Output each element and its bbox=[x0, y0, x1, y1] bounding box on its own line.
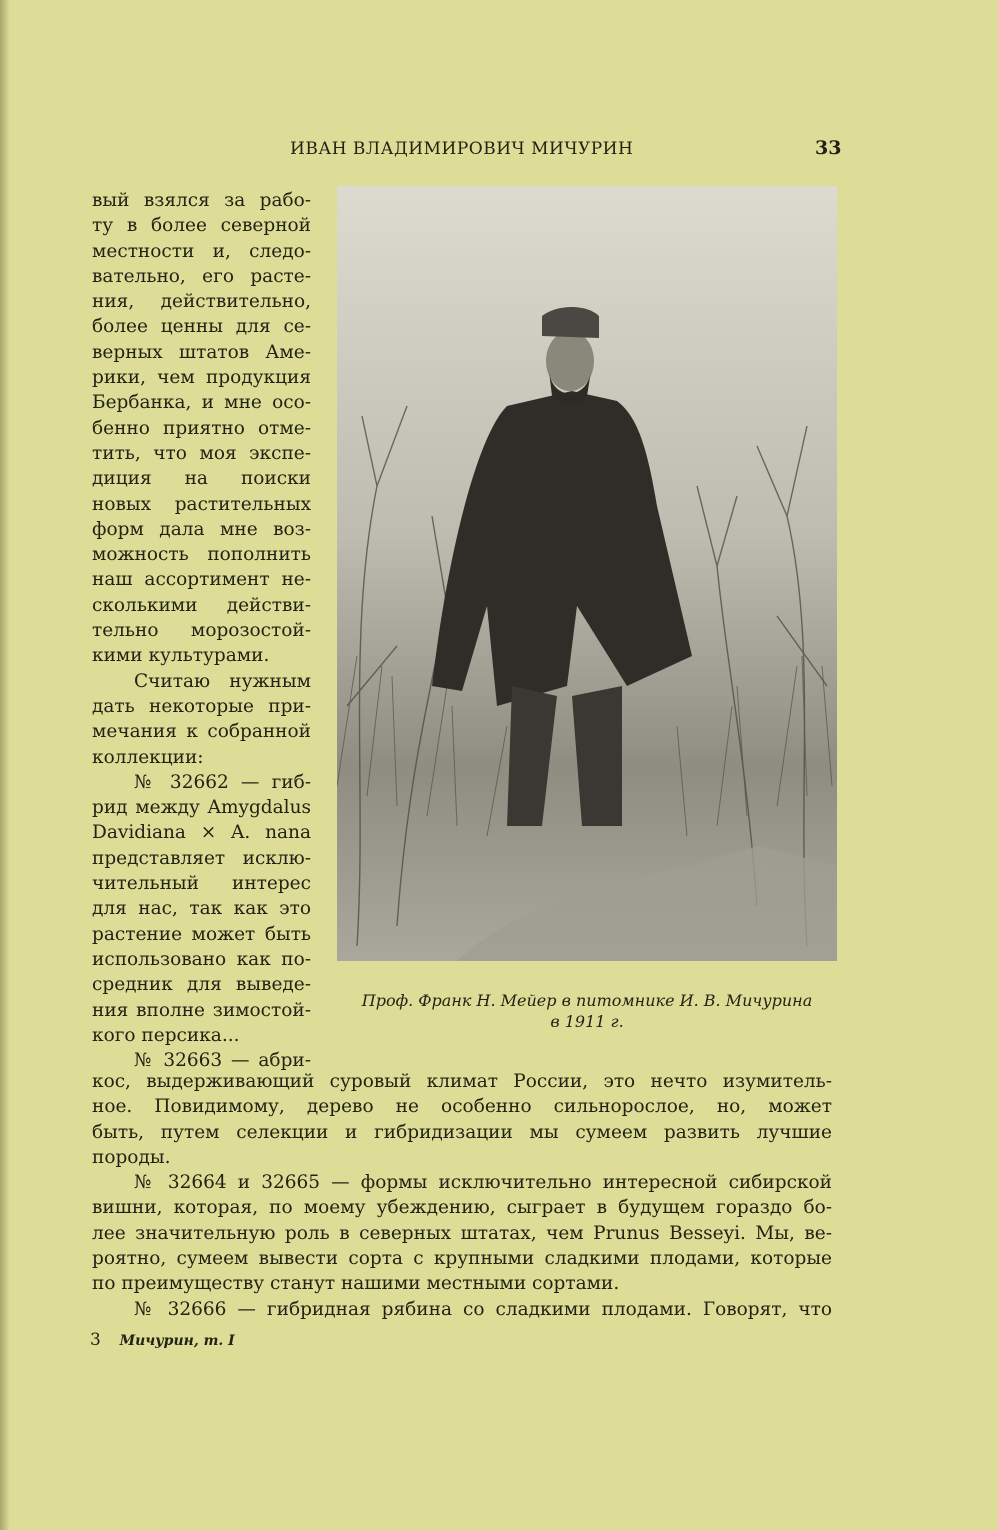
text-line: породы. bbox=[92, 1146, 171, 1168]
text-line: рики, чем продукция bbox=[92, 367, 311, 389]
caption-line: Проф. Франк Н. Мейер в питомнике И. В. Мичурина bbox=[361, 991, 813, 1010]
text-line: мечания к собранной bbox=[92, 721, 311, 743]
text-line: наш ассортимент не- bbox=[92, 569, 311, 591]
text-line: диция на поиски bbox=[92, 468, 311, 490]
text-line: тить, что моя экспе- bbox=[92, 442, 311, 464]
text-line: ния вполне зимостой- bbox=[92, 999, 311, 1021]
text-line: коллекции: bbox=[92, 746, 204, 768]
portrait-photo bbox=[337, 186, 837, 961]
text-line: сколькими действи- bbox=[92, 594, 311, 616]
text-line: роятно, сумеем вывести сорта с крупными сладкими плодами, которые bbox=[92, 1248, 832, 1270]
text-line: Бербанка, и мне осо- bbox=[92, 392, 311, 414]
paragraph-start-line: № 32662 — гиб- bbox=[134, 771, 311, 793]
signature-text: Мичурин, т. I bbox=[119, 1333, 235, 1349]
photo-illustration bbox=[337, 186, 837, 961]
text-line: более ценны для се- bbox=[92, 316, 311, 338]
text-line: тельно морозостой- bbox=[92, 620, 311, 642]
text-line: дать некоторые при- bbox=[92, 695, 311, 717]
text-line: по преимуществу станут нашими местными сортами. bbox=[92, 1273, 620, 1295]
text-line: ния, действительно, bbox=[92, 291, 311, 313]
text-line: чительный интерес bbox=[92, 873, 311, 895]
text-line: растение может быть bbox=[92, 923, 311, 945]
text-line: для нас, так как это bbox=[92, 898, 311, 920]
text-line: верных штатов Аме- bbox=[92, 341, 311, 363]
paragraph-start-line: Считаю нужным bbox=[134, 670, 311, 692]
text-line: ное. Повидимому, дерево не особенно сильнорослое, но, может bbox=[92, 1096, 832, 1118]
footer-signature bbox=[90, 1330, 235, 1350]
text-line: можность пополнить bbox=[92, 544, 311, 566]
text-line: новых растительных bbox=[92, 493, 311, 515]
text-line: быть, путем селекции и гибридизации мы сумеем развить лучшие bbox=[92, 1121, 832, 1143]
running-head: ИВАН ВЛАДИМИРОВИЧ МИЧУРИН bbox=[290, 139, 634, 159]
text-line: рид между Amygdalus bbox=[92, 797, 311, 819]
text-line: вый взялся за рабо- bbox=[92, 190, 311, 211]
caption-line: в 1911 г. bbox=[550, 1012, 624, 1031]
page-edge bbox=[0, 0, 10, 1530]
paragraph-start-line: № 32664 и 32665 — формы исключительно интересной сибирской bbox=[134, 1172, 832, 1194]
narrow-text-column bbox=[92, 188, 311, 1073]
text-line: кими культурами. bbox=[92, 645, 270, 667]
text-line: кого персика... bbox=[92, 1024, 240, 1046]
text-line: Davidiana × A. nana bbox=[92, 822, 311, 844]
text-line: представляет исклю- bbox=[92, 847, 311, 869]
text-line: лее значительную роль в северных штатах, чем Prunus Besseyi. Мы, ве- bbox=[92, 1222, 832, 1244]
paragraph-start-line: № 32663 — абри- bbox=[134, 1050, 311, 1072]
text-line: вишни, которая, по моему убеждению, сыграет в будущем гораздо бо- bbox=[92, 1197, 832, 1219]
text-line: местности и, следо- bbox=[92, 240, 311, 262]
text-line: кос, выдерживающий суровый климат России, это нечто изумитель- bbox=[92, 1071, 832, 1092]
paragraph-start-line: № 32666 — гибридная рябина со сладкими плодами. Говорят, что bbox=[134, 1298, 832, 1320]
text-line: форм дала мне воз- bbox=[92, 518, 311, 540]
text-line: вательно, его расте- bbox=[92, 265, 311, 287]
page-number: 33 bbox=[815, 137, 842, 159]
text-line: использовано как по- bbox=[92, 948, 311, 970]
signature-number: 3 bbox=[90, 1330, 101, 1350]
text-line: ту в более северной bbox=[92, 215, 311, 237]
text-line: бенно приятно отме- bbox=[92, 417, 311, 439]
text-line: средник для выведе- bbox=[92, 974, 311, 996]
wide-text-column bbox=[92, 1069, 832, 1322]
figure-caption bbox=[337, 990, 837, 1032]
